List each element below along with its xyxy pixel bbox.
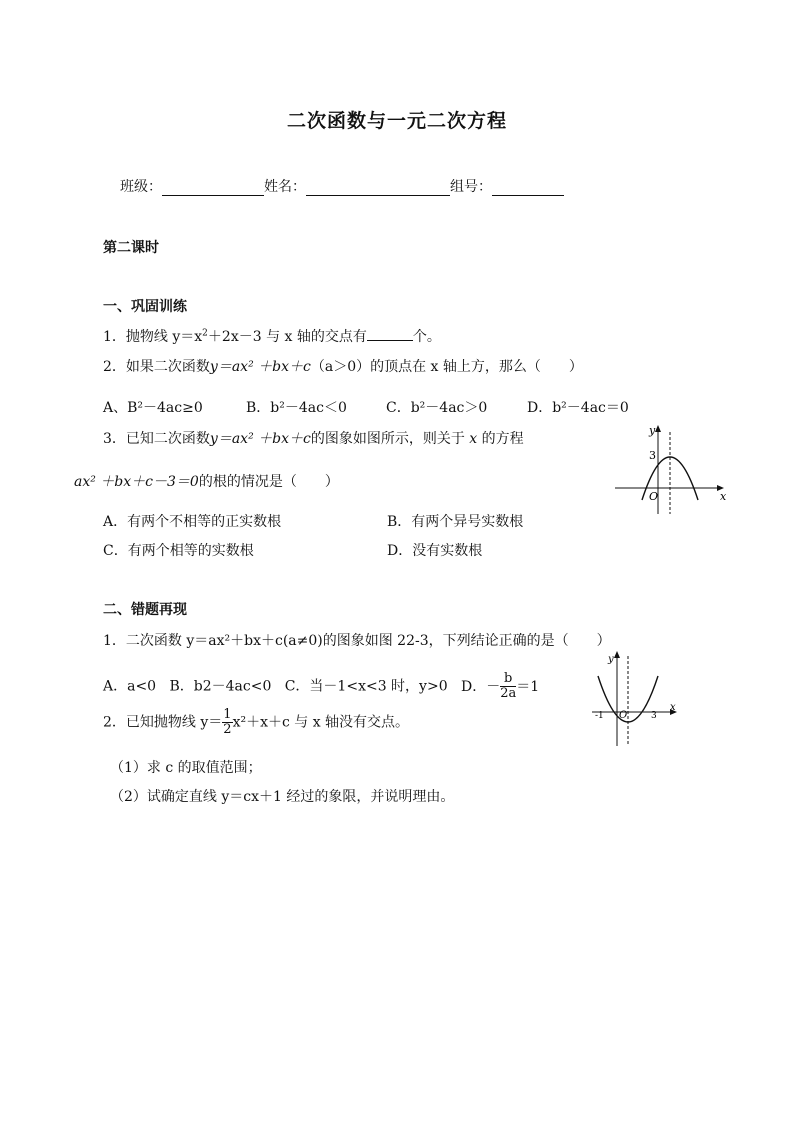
y-axis-arrow xyxy=(655,425,661,432)
s2-q1-option-d-suffix: ＝1 xyxy=(516,678,540,695)
s1-q3-option-b: B．有两个异号实数根 xyxy=(387,514,524,530)
group-blank[interactable] xyxy=(492,181,564,196)
s1-question-3-line2 xyxy=(74,471,339,491)
s2-parabola-figure xyxy=(590,648,680,748)
s1-q3-variable: x xyxy=(469,431,478,447)
s1-question-1 xyxy=(103,326,441,346)
s1-q3-text-a: 3．已知二次函数 xyxy=(103,431,210,447)
s1-q3-equation: ax² ＋bx＋c－3＝0 xyxy=(74,474,199,490)
group-label: 组号： xyxy=(450,179,492,195)
s1-q2-text-a: 2．如果二次函数 xyxy=(103,359,210,375)
s2-q1-option-a: A．a<0 xyxy=(103,678,157,695)
s1-q1-text-b: ＋2x－3 与 x 轴的交点有 xyxy=(207,329,367,345)
s2-q1-option-b: B．b2－4ac<0 xyxy=(169,678,272,695)
s1-q2-text-b: （a＞0）的顶点在 x 轴上方，那么（ ） xyxy=(310,359,583,375)
s1-q2-option-a: A、B²－4ac≥0 xyxy=(103,400,203,416)
fraction-numerator: b xyxy=(500,672,516,687)
s1-q1-text-a: 1．抛物线 y＝x xyxy=(103,329,203,345)
s2-q2-sub1: （1）求 c 的取值范围； xyxy=(110,760,262,776)
s2-q1-options xyxy=(103,672,539,701)
y-axis-label: y xyxy=(608,654,614,665)
s2-q1-option-d-prefix: D．－ xyxy=(460,678,501,695)
s1-q3-option-a: A．有两个不相等的正实数根 xyxy=(103,514,282,530)
section2-heading: 二、错题再现 xyxy=(103,602,187,618)
s1-q3-text-b: 的图象如图所示，则关于 xyxy=(310,431,465,447)
s2-q1-option-d-fraction xyxy=(500,672,516,701)
y-axis-label: y xyxy=(649,424,656,437)
name-label: 姓名： xyxy=(264,179,306,195)
class-label: 班级： xyxy=(120,179,162,195)
s1-q3-text-d: 的根的情况是（ ） xyxy=(198,474,339,490)
origin-label: O xyxy=(649,490,659,503)
right-root-label: 3 xyxy=(651,711,657,721)
s2-q2-sub2: （2）试确定直线 y＝cx＋1 经过的象限，并说明理由。 xyxy=(110,789,455,805)
lesson-label: 第二课时 xyxy=(103,240,159,256)
s1-q3-text-c: 的方程 xyxy=(481,431,524,447)
s1-q2-option-b: B．b²－4ac＜0 xyxy=(246,400,347,416)
s1-q3-formula: y＝ax² ＋bx＋c xyxy=(209,431,311,447)
s1-q2-option-d: D．b²－4ac＝0 xyxy=(527,400,629,416)
s1-q3-option-c: C．有两个相等的实数根 xyxy=(103,543,254,559)
s2-q2-text-a: 2．已知抛物线 y＝ xyxy=(103,714,223,731)
s1-q1-answer-blank[interactable] xyxy=(367,328,413,341)
s2-q1-option-d xyxy=(460,671,540,701)
y-intercept-label: 3 xyxy=(649,449,656,462)
fraction-numerator: 1 xyxy=(223,707,232,722)
s1-question-2 xyxy=(103,356,583,376)
class-blank[interactable] xyxy=(162,181,264,196)
s1-q1-text-c: 个。 xyxy=(412,329,441,345)
s2-q1-option-c: C．当－1<x<3 时，y>0 xyxy=(284,678,448,695)
s2-q2-fraction xyxy=(222,708,232,737)
origin-label: O xyxy=(619,710,628,721)
s1-q2-option-c: C．b²－4ac＞0 xyxy=(386,400,488,416)
name-blank[interactable] xyxy=(306,181,450,196)
y-axis-arrow xyxy=(614,651,620,658)
section1-heading: 一、巩固训练 xyxy=(103,299,187,315)
s1-q1-exponent: 2 xyxy=(202,328,208,339)
s1-q3-option-d: D．没有实数根 xyxy=(387,543,483,559)
s1-question-3 xyxy=(103,428,524,448)
s2-q2-text-b: x²＋x＋c 与 x 轴没有交点。 xyxy=(232,714,410,731)
s1-parabola-figure xyxy=(612,422,727,517)
student-info-line xyxy=(120,176,564,196)
fraction-denominator: 2 xyxy=(223,722,232,737)
s2-question-1: 1．二次函数 y＝ax²＋bx＋c(a≠0)的图象如图 22-3，下列结论正确的是（ ） xyxy=(103,633,611,649)
page-title: 二次函数与一元二次方程 xyxy=(286,110,507,132)
left-root-label: -1 xyxy=(595,711,604,721)
s2-question-2 xyxy=(103,708,409,737)
x-axis-label: x xyxy=(720,490,727,503)
s1-q2-formula: y＝ax² ＋bx＋c xyxy=(209,359,311,375)
fraction-denominator: 2a xyxy=(500,686,517,701)
x-axis-label: x xyxy=(670,702,676,713)
